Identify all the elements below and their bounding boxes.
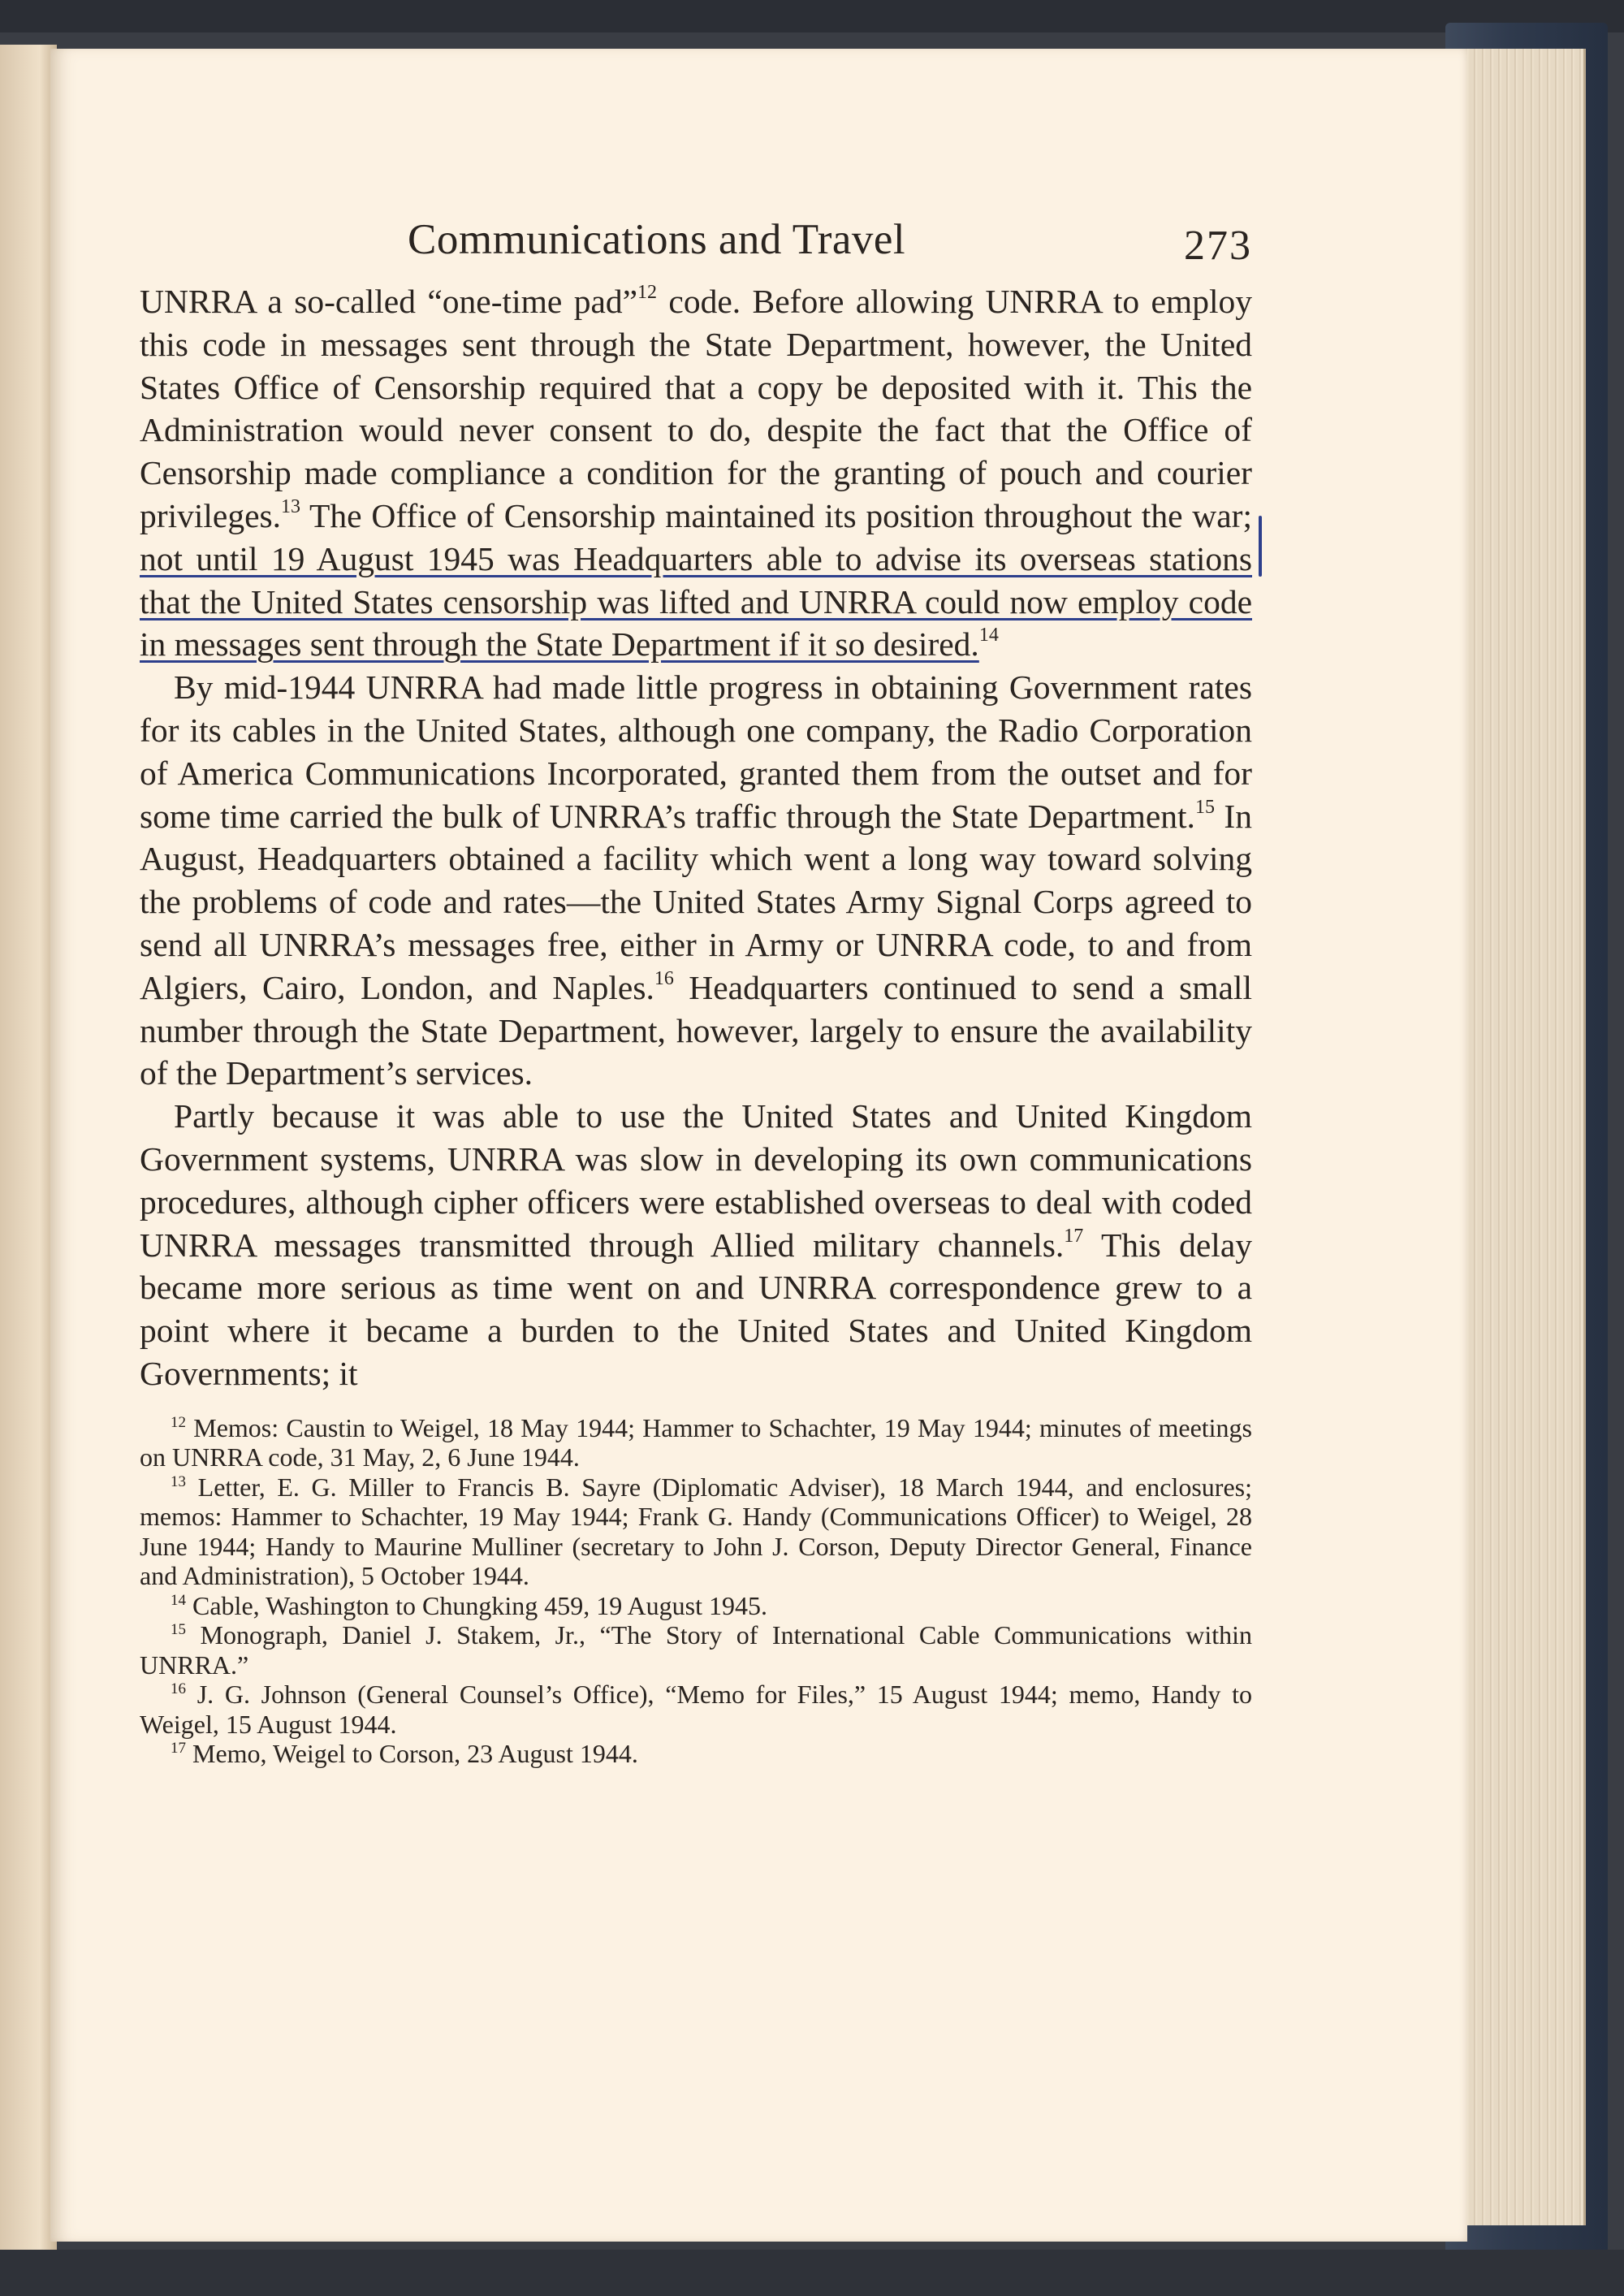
footnote-number: 15 bbox=[171, 1621, 186, 1639]
page-edges bbox=[1462, 49, 1586, 2225]
paragraph-3-text-b: This delay became more serious as time went on and UNRRA correspondence grew to a point where it became a burden to the United States and United Kingdom Governments; it bbox=[140, 1226, 1252, 1392]
footnote-number: 12 bbox=[171, 1413, 186, 1431]
footnote bbox=[140, 1413, 1252, 1472]
paragraph-2 bbox=[140, 666, 1252, 1095]
facing-page-edge bbox=[0, 45, 57, 2254]
paragraph-1-text-a: UNRRA a so-called “one-time pad” bbox=[140, 283, 638, 320]
footnote-text: Monograph, Daniel J. Stakem, Jr., “The Story of International Cable Communications within UNRRA.” bbox=[140, 1620, 1253, 1680]
text-block bbox=[140, 215, 1252, 1769]
footnote-text: Memo, Weigel to Corson, 23 August 1944. bbox=[192, 1739, 638, 1769]
footnote bbox=[140, 1680, 1252, 1739]
footnote-ref-17: 17 bbox=[1064, 1225, 1084, 1247]
running-head bbox=[140, 215, 1252, 280]
scan-background-top bbox=[0, 0, 1624, 32]
pen-underlined-passage: not until 19 August 1945 was Headquarters able to advise its overseas stations that the United States censorship was lifted and UNRRA could now employ code in messages sent through the State Department if it so desired. bbox=[140, 539, 1252, 664]
footnote-text: J. G. Johnson (General Counsel’s Office), “Memo for Files,” 15 August 1944; memo, Handy to Weigel, 15 August 1944. bbox=[140, 1680, 1252, 1739]
paragraph-2-text-b: In August, Headquarters obtained a facility which went a long way toward solving the problems of code and rates—the United States Army Signal Corps agreed to send all UNRRA’s messages free, either in Army or UNRRA code, to and from Algiers, Cairo, London, and Naples. bbox=[140, 797, 1252, 1006]
footnote-ref-16: 16 bbox=[654, 967, 674, 989]
running-title: Communications and Travel bbox=[408, 216, 906, 263]
footnote-number: 13 bbox=[171, 1472, 186, 1490]
body-text bbox=[140, 280, 1252, 1395]
paragraph-2-text-a: By mid-1944 UNRRA had made little progress in obtaining Government rates for its cables in the United States, although one company, the Radio Corporation of America Communications Incorporated, granted them from the outset and for some time carried the bulk of UNRRA’s traffic through the State Department. bbox=[140, 668, 1252, 835]
pen-margin-mark bbox=[1259, 516, 1262, 577]
paragraph-2-text-c: Headquarters continued to send a small number through the State Department, however, largely to ensure the availability of the Department’s services. bbox=[140, 968, 1252, 1092]
footnote-text: Letter, E. G. Miller to Francis B. Sayre (Diplomatic Adviser), 18 March 1944, and enclosures; memos: Hammer to Schachter, 19 May 1944; Frank G. Handy (Communications Officer) to Weigel, 28 June 1944; Handy to Maurine Mulliner (secretary to John J. Corson, Deputy Director General, Finance and Administration), 5 October 1944. bbox=[140, 1472, 1253, 1591]
page-number: 273 bbox=[1184, 223, 1252, 269]
paragraph-3-text-a: Partly because it was able to use the United States and United Kingdom Government systems, UNRRA was slow in developing its own communications procedures, although cipher officers were established overseas to deal with coded UNRRA messages transmitted through Allied military channels. bbox=[140, 1097, 1252, 1264]
footnote-ref-13: 13 bbox=[281, 495, 301, 517]
paragraph-1-text-c: The Office of Censorship maintained its position throughout the war; bbox=[300, 496, 1252, 534]
footnote bbox=[140, 1620, 1252, 1680]
paragraph-1-text-b: code. Before allowing UNRRA to employ this code in messages sent through the State Department, however, the United States Office of Censorship required that a copy be deposited with it. This the Administration would never consent to do, despite the fact that the Office of Censorship made compliance a condition for the granting of pouch and courier privileges. bbox=[140, 283, 1252, 534]
footnote-number: 16 bbox=[171, 1680, 186, 1698]
footnote-text: Cable, Washington to Chungking 459, 19 August 1945. bbox=[192, 1590, 767, 1620]
footnote-number: 17 bbox=[171, 1740, 186, 1758]
footnotes bbox=[140, 1413, 1252, 1769]
scan-background-bottom bbox=[0, 2250, 1624, 2296]
footnote-ref-15: 15 bbox=[1194, 796, 1215, 818]
paragraph-1 bbox=[140, 280, 1252, 666]
footnote-number: 14 bbox=[171, 1591, 186, 1609]
footnote-ref-14: 14 bbox=[978, 625, 999, 646]
book-page bbox=[50, 49, 1467, 2242]
paragraph-3 bbox=[140, 1095, 1252, 1395]
footnote bbox=[140, 1591, 1252, 1621]
footnote bbox=[140, 1739, 1252, 1769]
footnote bbox=[140, 1472, 1252, 1591]
footnote-ref-12: 12 bbox=[637, 282, 658, 303]
footnote-text: Memos: Caustin to Weigel, 18 May 1944; Hammer to Schachter, 19 May 1944; minutes of meetings on UNRRA code, 31 May, 2, 6 June 1944. bbox=[140, 1412, 1253, 1472]
